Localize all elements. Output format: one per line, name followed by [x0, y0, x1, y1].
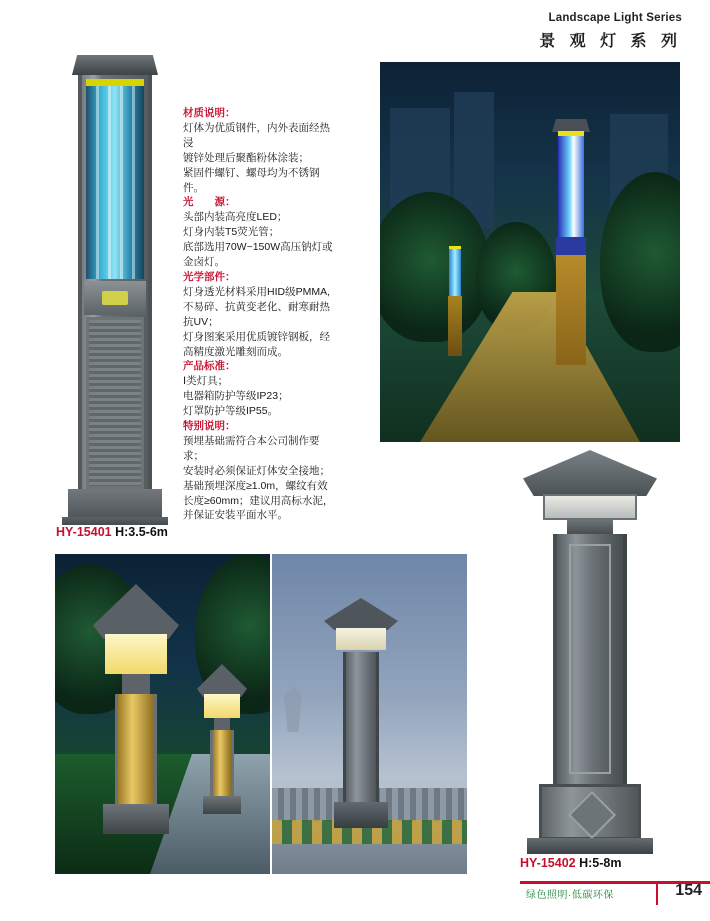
lamp-roof [523, 450, 657, 496]
spec-line: 灯体为优质钢件，内外表面经热浸 [183, 121, 330, 149]
application-photo-garden-lanterns [55, 554, 270, 874]
product-render-hy15402 [515, 450, 665, 865]
spec-title-material: 材质说明： [183, 107, 236, 119]
lamp-shaft [448, 296, 462, 356]
spec-line: 灯身透光材料采用HID级PMMA, [183, 285, 330, 298]
product-code: HY-15401 [56, 525, 112, 539]
footer-slogan: 绿色照明·低碳环保 [526, 890, 614, 901]
lamp-neck [567, 520, 613, 534]
lamp-roof [197, 664, 247, 697]
spec-line: 灯身内装T5荧光管； [183, 226, 280, 239]
lamp-head-light [336, 628, 386, 650]
spec-line: 镀锌处理后聚酯粉体涂装； [183, 151, 309, 164]
spec-section [183, 419, 335, 523]
lamp-shaft [115, 694, 156, 804]
specification-text [183, 106, 335, 523]
spec-line: 不易碎、抗黄变老化、耐寒耐热 [183, 300, 330, 313]
spec-section [183, 106, 335, 195]
application-photo-riverside [272, 554, 467, 874]
lamp-engraved-panel [86, 317, 144, 489]
lamp-head-light [105, 634, 167, 674]
spec-title-optical: 光学部件： [183, 270, 236, 283]
lamp-glass [449, 246, 461, 297]
glass-stripe [132, 86, 135, 279]
spec-line: 预埋基础需符合本公司制作要求； [183, 434, 320, 462]
spec-line: Ⅰ类灯具； [183, 375, 229, 388]
lamp-distant [444, 240, 466, 360]
spec-line: 长度≥60mm；建议用高标水泥， [183, 494, 334, 507]
lamp-base [334, 802, 387, 828]
lamp-base [203, 796, 241, 814]
product-label-hy15402 [520, 856, 621, 870]
lamp-head-light [543, 494, 637, 520]
header-chinese-title: 景 观 灯 系 列 [539, 33, 682, 50]
glass-stripe [120, 86, 123, 279]
spec-section [183, 195, 335, 270]
lantern-lamp-background [197, 664, 247, 814]
spec-line: 安装时必须保证灯体安全接地； [183, 464, 330, 477]
spec-line: 灯罩防护等级IP55。 [183, 405, 279, 418]
lamp-neck [214, 718, 230, 730]
spec-section [183, 359, 335, 419]
spec-line: 基础预埋深度≥1.0m，螺纹有效 [183, 479, 328, 492]
spec-line: 高精度激光雕刻而成。 [183, 345, 288, 358]
spec-line: 头部内装高亮度LED； [183, 211, 288, 224]
lamp-glass [558, 131, 584, 241]
product-render-hy15401 [60, 55, 170, 525]
application-photo-night-park [380, 62, 680, 442]
spec-line: 并保证安装平面水平。 [183, 509, 288, 522]
lamp-foreground [548, 117, 594, 372]
tree [380, 192, 490, 342]
spec-title-lightsource: 光 源： [183, 196, 236, 209]
footer-tick-mark [656, 883, 658, 905]
lamp-roof [324, 598, 398, 630]
lamp-riverside [324, 598, 398, 828]
spec-line: 金卤灯。 [183, 256, 225, 269]
lamp-roof [93, 584, 179, 639]
spec-section [183, 270, 335, 359]
spec-line: 灯身图案采用优质镀锌钢板，经 [183, 330, 330, 343]
spec-title-notes: 特别说明： [183, 420, 236, 433]
lamp-logo-plate [102, 291, 128, 305]
lamp-cap [72, 55, 158, 75]
glass-stripe [108, 86, 111, 279]
spec-line: 紧固件螺钉、螺母均为不锈钢件。 [183, 166, 320, 194]
product-code: HY-15402 [520, 856, 576, 870]
lamp-shaft [210, 730, 234, 796]
lamp-foot-plinth [527, 838, 653, 854]
page-header [539, 12, 682, 51]
lamp-shaft [556, 255, 586, 365]
spec-line: 底部选用70W~150W高压钠灯或 [183, 241, 333, 254]
page-footer [520, 881, 710, 903]
spec-title-standard: 产品标准： [183, 360, 236, 373]
lamp-base [103, 804, 168, 834]
lamp-base-plinth [62, 517, 168, 525]
lamp-mid-section [556, 237, 586, 255]
lantern-lamp-foreground [93, 584, 179, 834]
product-height: H:3.5-6m [115, 525, 168, 539]
page-number: 154 [675, 882, 702, 899]
lamp-head-light [204, 694, 240, 718]
lamp-neck [122, 674, 150, 694]
product-height: H:5-8m [579, 856, 622, 870]
lamp-glass-panel [86, 79, 144, 279]
glass-stripe [96, 86, 99, 279]
lamp-shaft [343, 652, 379, 802]
spec-line: 抗UV； [183, 315, 219, 328]
header-english-title: Landscape Light Series [548, 12, 682, 24]
product-label-hy15401 [56, 525, 168, 539]
lamp-shaft [553, 534, 627, 784]
spec-line: 电器箱防护等级IP23； [183, 390, 289, 403]
